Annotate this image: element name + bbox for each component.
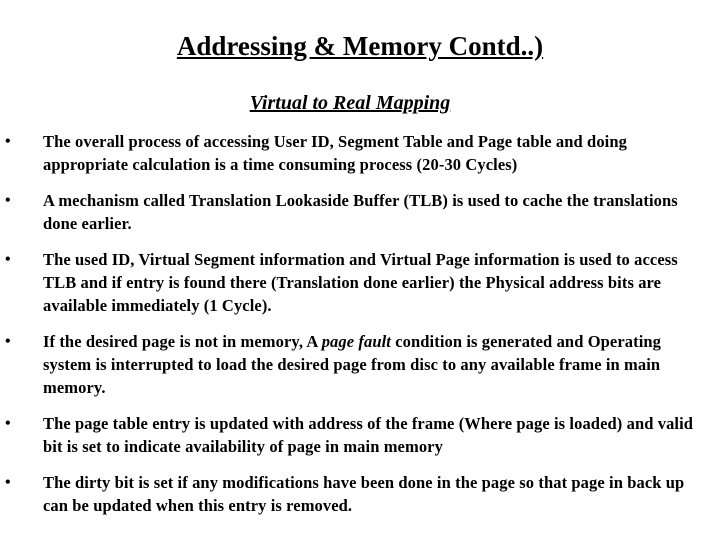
bullet-dot-icon: • [5,474,11,491]
bullet-dot-icon: • [5,133,11,150]
bullet-dot-icon: • [5,333,11,350]
bullet-text-before: If the desired page is not in memory, A [43,332,322,351]
bullet-dot-icon: • [5,192,11,209]
bullet-dot-icon: • [5,415,11,432]
bullet-item-page-table-update [0,412,720,458]
bullet-dot-icon: • [5,251,11,268]
bullet-text: The used ID, Virtual Segment information and Virtual Page information is used to access TLB and if entry is found there (Translation done earlier) the Physical address bits are available immediately (1 Cycle). [43,250,678,315]
bullet-text: The overall process of accessing User ID, Segment Table and Page table and doing appropriate calculation is a time consuming process (20-30 Cycles) [43,132,627,174]
slide-subtitle: Virtual to Real Mapping [249,92,451,114]
bullet-text: The dirty bit is set if any modifications have been done in the page so that page in back up can be updated when this entry is removed. [43,473,685,515]
bullet-text-after: condition is generated and Operating system is interrupted to load the desired page from disc to any available frame in main memory. [43,332,662,397]
slide-title: Addressing & Memory Contd..) [176,31,544,61]
bullet-list [0,130,720,517]
bullet-item-tlb-mechanism [0,189,720,235]
bullet-item-dirty-bit [0,471,720,517]
bullet-item-page-fault [0,330,720,399]
bullet-text-emphasis: page fault [321,332,391,351]
bullet-item-tlb-access [0,248,720,317]
bullet-item-tlb-cost [0,130,720,176]
bullet-text: The page table entry is updated with address of the frame (Where page is loaded) and valid bit is set to indicate availability of page in main memory [43,414,694,456]
bullet-text: A mechanism called Translation Lookaside Buffer (TLB) is used to cache the translations done earlier. [43,191,678,233]
